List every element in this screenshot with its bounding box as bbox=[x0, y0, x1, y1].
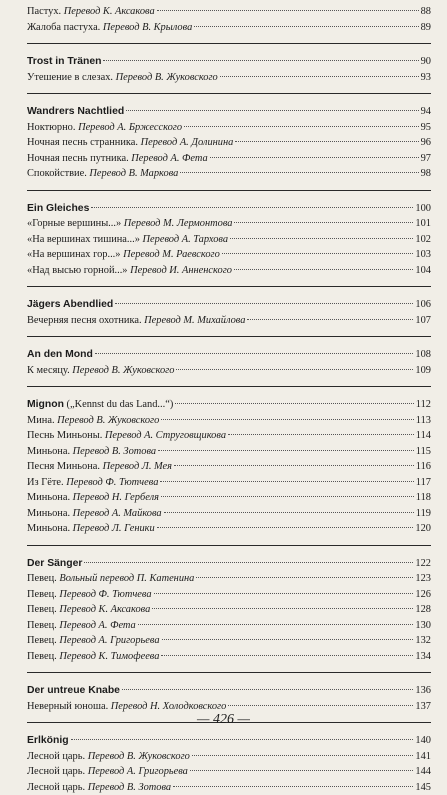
entry-title bbox=[27, 70, 218, 86]
translator-credit: Перевод Л. Геники bbox=[73, 523, 155, 534]
entry-title bbox=[27, 587, 152, 603]
translator-credit: Перевод К. Тимофеева bbox=[59, 651, 159, 662]
dot-leader bbox=[122, 689, 413, 690]
dot-leader bbox=[210, 157, 419, 158]
translator-credit: Перевод Н. Холодковского bbox=[111, 701, 227, 712]
poem-title: Жалоба пастуха. bbox=[27, 22, 103, 33]
toc-entry bbox=[27, 521, 431, 537]
page-ref: 141 bbox=[415, 749, 431, 765]
translator-credit: Перевод М. Лермонтова bbox=[124, 218, 233, 229]
toc-section bbox=[27, 43, 431, 85]
dot-leader bbox=[161, 655, 413, 656]
toc-entry bbox=[27, 506, 431, 522]
toc-section bbox=[27, 93, 431, 182]
toc-entry bbox=[27, 247, 431, 263]
dot-leader bbox=[158, 450, 414, 451]
poem-original-title: Erlkönig bbox=[27, 735, 69, 746]
translator-credit: Перевод В. Жуковского bbox=[72, 365, 174, 376]
poem-title: Певец. bbox=[27, 620, 59, 631]
translator-credit: Перевод В. Жуковского bbox=[57, 415, 159, 426]
page-ref: 100 bbox=[415, 201, 431, 217]
poem-title: Ноктюрно. bbox=[27, 122, 78, 133]
translator-credit: Вольный перевод П. Катенина bbox=[59, 573, 194, 584]
entry-title bbox=[27, 4, 155, 20]
entry-title bbox=[27, 363, 174, 379]
entry-title bbox=[27, 151, 208, 167]
toc-entry bbox=[27, 263, 431, 279]
toc-entry bbox=[27, 20, 431, 36]
translator-credit: Перевод В. Маркова bbox=[89, 168, 178, 179]
entry-title bbox=[27, 618, 136, 634]
dot-leader bbox=[91, 207, 413, 208]
poem-title: Певец. bbox=[27, 589, 59, 600]
toc-entry bbox=[27, 70, 431, 86]
poem-title: Певец. bbox=[27, 604, 59, 615]
poem-title: Вечерняя песня охотника. bbox=[27, 315, 144, 326]
toc-entry bbox=[27, 363, 431, 379]
poem-title: Певец. bbox=[27, 635, 59, 646]
poem-original-title: Trost in Tränen bbox=[27, 56, 101, 67]
poem-title: «Над высью горной...» bbox=[27, 265, 130, 276]
toc-entry bbox=[27, 151, 431, 167]
dot-leader bbox=[175, 403, 414, 404]
toc-section bbox=[27, 545, 431, 665]
page-ref: 103 bbox=[415, 247, 431, 263]
dot-leader bbox=[157, 10, 419, 11]
entry-title bbox=[27, 428, 226, 444]
toc-entry bbox=[27, 633, 431, 649]
poem-title: Миньона. bbox=[27, 523, 73, 534]
entry-title bbox=[27, 490, 159, 506]
toc-section bbox=[27, 190, 431, 279]
dot-leader bbox=[220, 76, 419, 77]
page-ref: 108 bbox=[415, 347, 431, 363]
dot-leader bbox=[84, 562, 413, 563]
page-ref: 126 bbox=[415, 587, 431, 603]
toc-entry bbox=[27, 413, 431, 429]
page-ref: 112 bbox=[416, 397, 431, 413]
heading-subtitle: („Kennst du das Land...“) bbox=[64, 399, 173, 410]
page-ref: 95 bbox=[421, 120, 431, 136]
page-ref: 109 bbox=[415, 363, 431, 379]
toc-entry bbox=[27, 459, 431, 475]
poem-title: Миньона. bbox=[27, 492, 73, 503]
dot-leader bbox=[234, 269, 413, 270]
page-ref: 119 bbox=[416, 506, 431, 522]
page-ref: 114 bbox=[416, 428, 431, 444]
dot-leader bbox=[161, 419, 414, 420]
poem-title: Миньона. bbox=[27, 446, 73, 457]
poem-title: К месяцу. bbox=[27, 365, 72, 376]
translator-credit: Перевод А. Григорьева bbox=[88, 766, 188, 777]
poem-title: Песня Миньона. bbox=[27, 461, 103, 472]
translator-credit: Перевод А. Майкова bbox=[73, 508, 162, 519]
dot-leader bbox=[192, 755, 414, 756]
heading-title bbox=[27, 397, 173, 413]
translator-credit: Перевод И. Анненского bbox=[130, 265, 232, 276]
page-ref: 90 bbox=[421, 54, 431, 70]
entry-title bbox=[27, 475, 158, 491]
dot-leader bbox=[138, 624, 414, 625]
page-ref: 106 bbox=[415, 297, 431, 313]
heading-title bbox=[27, 297, 113, 313]
page-ref: 144 bbox=[415, 764, 431, 780]
poem-title: Лесной царь. bbox=[27, 766, 88, 777]
translator-credit: Перевод К. Аксакова bbox=[59, 604, 150, 615]
page-ref: 136 bbox=[415, 683, 431, 699]
toc-entry bbox=[27, 780, 431, 795]
toc-entry bbox=[27, 313, 431, 329]
poem-original-title: Mignon bbox=[27, 399, 64, 410]
toc-section bbox=[27, 336, 431, 378]
toc-heading bbox=[27, 104, 431, 120]
translator-credit: Перевод А. Бржесского bbox=[78, 122, 182, 133]
dot-leader bbox=[160, 481, 413, 482]
toc-entry bbox=[27, 232, 431, 248]
page-number: — 426 — bbox=[0, 712, 447, 728]
poem-title: Миньона. bbox=[27, 508, 73, 519]
page-ref: 116 bbox=[416, 459, 431, 475]
dot-leader bbox=[234, 222, 413, 223]
entry-title bbox=[27, 120, 182, 136]
page-ref: 115 bbox=[416, 444, 431, 460]
poem-original-title: Ein Gleiches bbox=[27, 203, 89, 214]
page-ref: 107 bbox=[415, 313, 431, 329]
poem-title: Спокойствие. bbox=[27, 168, 89, 179]
translator-credit: Перевод В. Жуковского bbox=[116, 72, 218, 83]
toc-section bbox=[27, 672, 431, 714]
poem-original-title: Wandrers Nachtlied bbox=[27, 106, 124, 117]
poem-title: Неверный юноша. bbox=[27, 701, 111, 712]
translator-credit: Перевод М. Михайлова bbox=[144, 315, 245, 326]
translator-credit: Перевод А. Долинина bbox=[141, 137, 234, 148]
toc-entry bbox=[27, 602, 431, 618]
dot-leader bbox=[164, 512, 414, 513]
toc-entry bbox=[27, 490, 431, 506]
poem-title: «На вершинах гор...» bbox=[27, 249, 123, 260]
dot-leader bbox=[152, 608, 413, 609]
toc-entry bbox=[27, 428, 431, 444]
dot-leader bbox=[180, 172, 418, 173]
toc-heading bbox=[27, 733, 431, 749]
entry-title bbox=[27, 506, 162, 522]
translator-credit: Перевод Н. Гербеля bbox=[73, 492, 159, 503]
entry-title bbox=[27, 521, 155, 537]
page-ref: 140 bbox=[415, 733, 431, 749]
page-ref: 96 bbox=[421, 135, 431, 151]
translator-credit: Перевод В. Крылова bbox=[103, 22, 192, 33]
entry-title bbox=[27, 764, 188, 780]
page-ref: 117 bbox=[416, 475, 431, 491]
poem-title: Песнь Миньоны. bbox=[27, 430, 105, 441]
page-ref: 134 bbox=[415, 649, 431, 665]
toc-entry bbox=[27, 749, 431, 765]
translator-credit: Перевод А. Тархова bbox=[143, 234, 229, 245]
page-ref: 120 bbox=[415, 521, 431, 537]
entry-title bbox=[27, 649, 159, 665]
translator-credit: Перевод А. Григорьева bbox=[59, 635, 159, 646]
heading-title bbox=[27, 347, 93, 363]
page-ref: 98 bbox=[421, 166, 431, 182]
poem-title: Певец. bbox=[27, 573, 59, 584]
toc-heading bbox=[27, 297, 431, 313]
poem-title: «Горные вершины...» bbox=[27, 218, 124, 229]
dot-leader bbox=[154, 593, 414, 594]
toc-heading bbox=[27, 397, 431, 413]
poem-title: Утешение в слезах. bbox=[27, 72, 116, 83]
poem-original-title: Der Sänger bbox=[27, 558, 82, 569]
page-ref: 89 bbox=[421, 20, 431, 36]
translator-credit: Перевод Ф. Тютчева bbox=[66, 477, 158, 488]
page-ref: 123 bbox=[415, 571, 431, 587]
dot-leader bbox=[230, 238, 413, 239]
poem-original-title: Jägers Abendlied bbox=[27, 299, 113, 310]
poem-title: Лесной царь. bbox=[27, 751, 88, 762]
dot-leader bbox=[157, 527, 414, 528]
entry-title bbox=[27, 780, 171, 795]
poem-title: Певец. bbox=[27, 651, 59, 662]
dot-leader bbox=[95, 353, 414, 354]
dot-leader bbox=[126, 110, 418, 111]
toc-section bbox=[27, 386, 431, 537]
entry-title bbox=[27, 20, 192, 36]
toc-entry bbox=[27, 135, 431, 151]
toc-entry bbox=[27, 571, 431, 587]
entry-title bbox=[27, 602, 150, 618]
dot-leader bbox=[196, 577, 413, 578]
toc-entry bbox=[27, 216, 431, 232]
dot-leader bbox=[161, 496, 414, 497]
toc-entry bbox=[27, 649, 431, 665]
heading-title bbox=[27, 201, 89, 217]
entry-title bbox=[27, 633, 160, 649]
entry-title bbox=[27, 232, 228, 248]
page-ref: 94 bbox=[421, 104, 431, 120]
entry-title bbox=[27, 571, 194, 587]
translator-credit: Перевод М. Раевского bbox=[123, 249, 220, 260]
page-ref: 101 bbox=[415, 216, 431, 232]
translator-credit: Перевод А. Фета bbox=[131, 153, 207, 164]
dot-leader bbox=[247, 319, 413, 320]
dot-leader bbox=[190, 770, 414, 771]
poem-title: Пастух. bbox=[27, 6, 64, 17]
poem-title: Ночная песнь странника. bbox=[27, 137, 141, 148]
translator-credit: Перевод Л. Мея bbox=[103, 461, 172, 472]
toc-entry bbox=[27, 166, 431, 182]
translator-credit: Перевод К. Аксакова bbox=[64, 6, 155, 17]
entry-title bbox=[27, 444, 156, 460]
toc-entry bbox=[27, 475, 431, 491]
toc-heading bbox=[27, 201, 431, 217]
toc-heading bbox=[27, 347, 431, 363]
page-ref: 97 bbox=[421, 151, 431, 167]
dot-leader bbox=[228, 434, 414, 435]
translator-credit: Перевод А. Струговщикова bbox=[105, 430, 226, 441]
entry-title bbox=[27, 459, 172, 475]
translator-credit: Перевод В. Зотова bbox=[73, 446, 156, 457]
poem-title: «На вершинах тишина...» bbox=[27, 234, 143, 245]
entry-title bbox=[27, 135, 233, 151]
poem-title: Лесной царь. bbox=[27, 782, 88, 793]
translator-credit: Перевод А. Фета bbox=[59, 620, 135, 631]
heading-title bbox=[27, 733, 69, 749]
toc-section bbox=[27, 286, 431, 328]
page-ref: 137 bbox=[415, 699, 431, 715]
toc-heading bbox=[27, 54, 431, 70]
page-ref: 104 bbox=[415, 263, 431, 279]
dot-leader bbox=[194, 26, 418, 27]
dot-leader bbox=[235, 141, 418, 142]
toc-entry bbox=[27, 120, 431, 136]
dot-leader bbox=[176, 369, 413, 370]
entry-title bbox=[27, 247, 220, 263]
heading-title bbox=[27, 104, 124, 120]
entry-title bbox=[27, 413, 159, 429]
page-ref: 118 bbox=[416, 490, 431, 506]
dot-leader bbox=[173, 786, 413, 787]
heading-title bbox=[27, 54, 101, 70]
dot-leader bbox=[115, 303, 413, 304]
dot-leader bbox=[184, 126, 419, 127]
table-of-contents bbox=[27, 4, 431, 795]
page-ref: 145 bbox=[415, 780, 431, 795]
toc-entry bbox=[27, 764, 431, 780]
dot-leader bbox=[222, 253, 414, 254]
toc-entry bbox=[27, 444, 431, 460]
heading-title bbox=[27, 683, 120, 699]
page-ref: 113 bbox=[416, 413, 431, 429]
dot-leader bbox=[228, 705, 413, 706]
toc-entry bbox=[27, 618, 431, 634]
dot-leader bbox=[103, 60, 418, 61]
entry-title bbox=[27, 166, 178, 182]
page-ref: 132 bbox=[415, 633, 431, 649]
toc-section bbox=[27, 4, 431, 35]
translator-credit: Перевод Ф. Тютчева bbox=[59, 589, 151, 600]
dot-leader bbox=[71, 739, 414, 740]
poem-original-title: An den Mond bbox=[27, 349, 93, 360]
page-ref: 128 bbox=[415, 602, 431, 618]
dot-leader bbox=[162, 639, 414, 640]
page-ref: 102 bbox=[415, 232, 431, 248]
poem-title: Мина. bbox=[27, 415, 57, 426]
translator-credit: Перевод В. Жуковского bbox=[88, 751, 190, 762]
heading-title bbox=[27, 556, 82, 572]
poem-original-title: Der untreue Knabe bbox=[27, 685, 120, 696]
toc-entry bbox=[27, 587, 431, 603]
page-ref: 93 bbox=[421, 70, 431, 86]
entry-title bbox=[27, 313, 245, 329]
toc-heading bbox=[27, 556, 431, 572]
page-ref: 88 bbox=[421, 4, 431, 20]
toc-heading bbox=[27, 683, 431, 699]
poem-title: Из Гёте. bbox=[27, 477, 66, 488]
poem-title: Ночная песнь путника. bbox=[27, 153, 131, 164]
page-ref: 122 bbox=[415, 556, 431, 572]
translator-credit: Перевод В. Зотова bbox=[88, 782, 171, 793]
toc-section bbox=[27, 722, 431, 795]
entry-title bbox=[27, 216, 232, 232]
entry-title bbox=[27, 263, 232, 279]
toc-entry bbox=[27, 4, 431, 20]
dot-leader bbox=[174, 465, 414, 466]
entry-title bbox=[27, 749, 190, 765]
page-ref: 130 bbox=[415, 618, 431, 634]
